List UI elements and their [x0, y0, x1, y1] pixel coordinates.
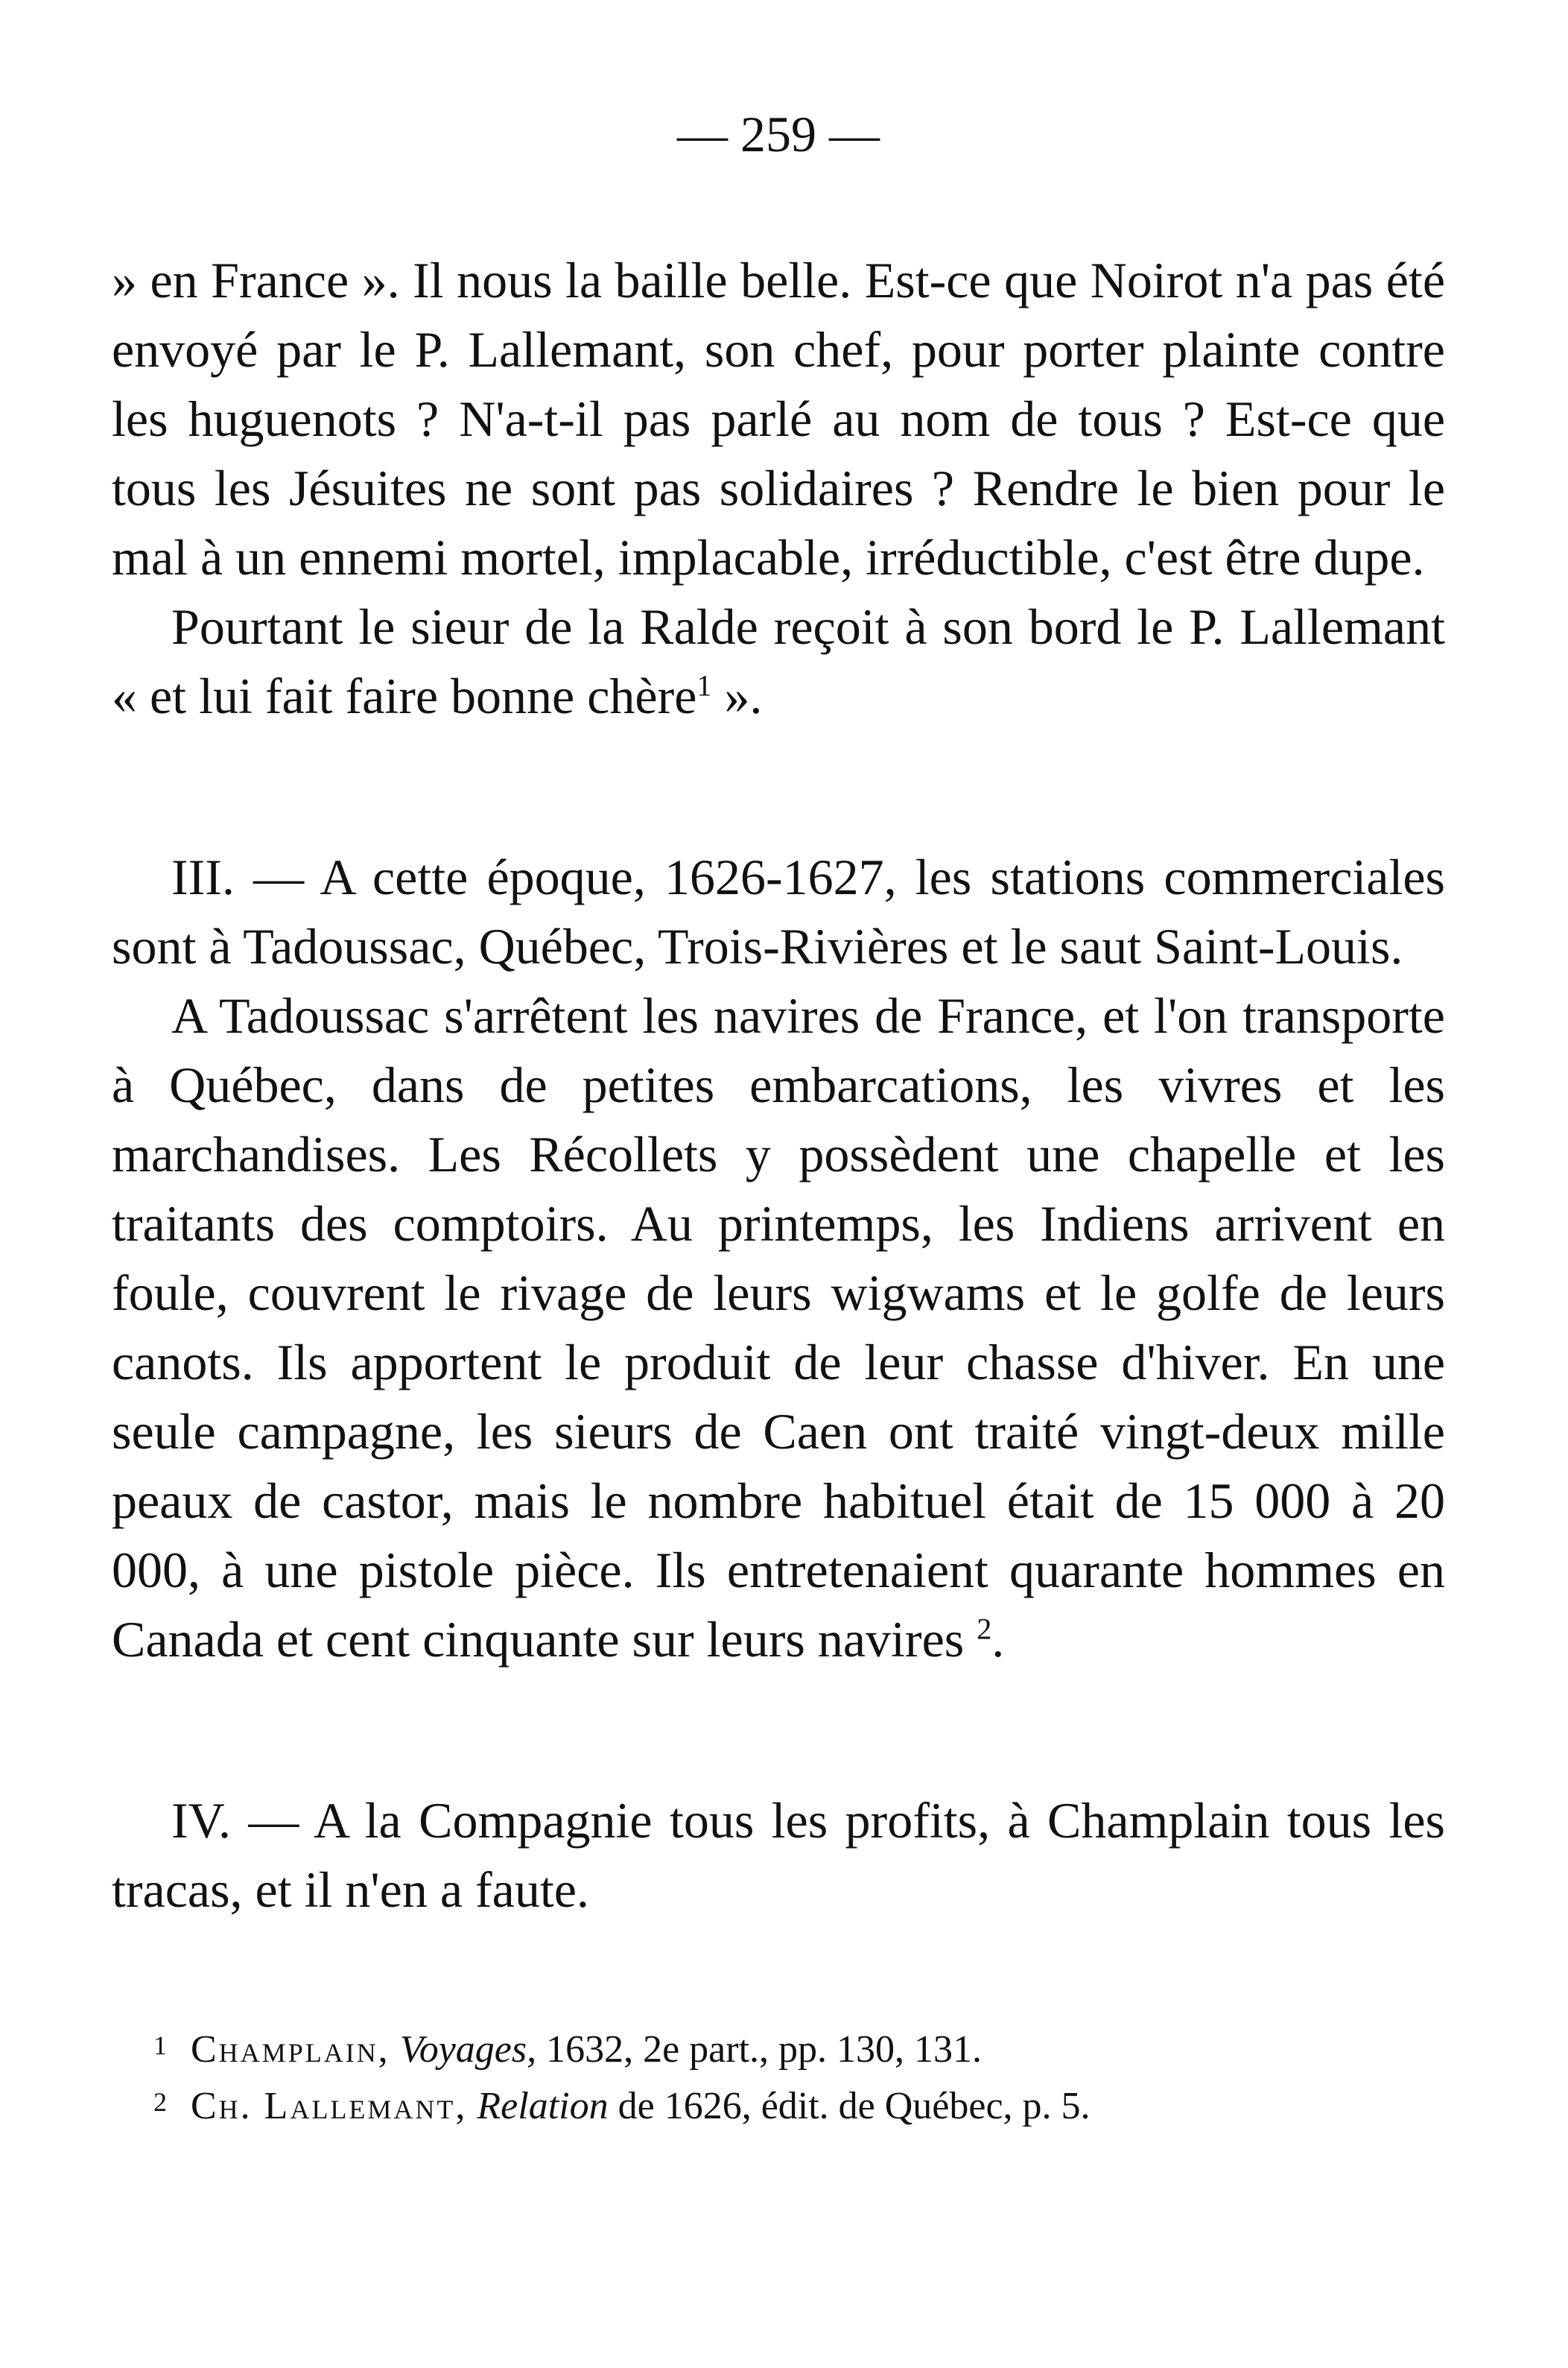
- footnote-ref-1: 1: [696, 668, 712, 703]
- paragraph-1: » en France ». Il nous la baille belle. Est-ce que Noirot n'a pas été envoyé par le P. Lallemant, son chef, pour porter plainte contre les huguenots ? N'a-t-il pas parlé au nom de tous ? Est-ce que tous les Jésuites ne sont pas solidaires ? Rendre le bien pour le mal à un ennemi mortel, implacable, irréductible, c'est être dupe.: [112, 252, 1445, 586]
- footnote-2: [112, 2078, 1445, 2135]
- footnote-1: [112, 2022, 1445, 2078]
- paragraph-2-text: Pourtant le sieur de la Ralde reçoit à son bord le P. Lallemant « et lui fait faire bonne chère: [112, 598, 1445, 724]
- paragraph-tadoussac-end: .: [991, 1611, 1005, 1668]
- section-gap: [112, 1674, 1445, 1786]
- footnotes: [112, 2022, 1445, 2135]
- page-number: — 259 —: [677, 106, 880, 162]
- section-gap: [112, 731, 1445, 843]
- footnote-rest: de 1626, édit. de Québec, p. 5.: [608, 2085, 1091, 2127]
- paragraph-tadoussac: [112, 981, 1445, 1674]
- footnote-rest: 1632, 2e part., pp. 130, 131.: [536, 2028, 983, 2071]
- footnote-ref-2: 2: [977, 1612, 992, 1646]
- paragraph-tadoussac-text: A Tadoussac s'arrêtent les navires de France, et l'on transporte à Québec, dans de petites embarcations, les vivres et les marchandises. Les Récollets y possèdent une chapelle et les traitants des comptoirs. Au printemps, les Indiens arrivent en foule, couvrent le rivage de leurs wigwams et le golfe de leurs canots. Ils apportent le produit de leur chasse d'hiver. En une seule campagne, les sieurs de Caen ont traité vingt-deux mille peaux de castor, mais le nombre habituel était de 15 000 à 20 000, à une pistole pièce. Ils entretenaient quarante hommes en Canada et cent cinquante sur leurs navires: [112, 987, 1445, 1668]
- footnote-author: Champlain,: [191, 2028, 390, 2071]
- section-iv-paragraph: IV. — A la Compagnie tous les profits, à Champlain tous les tracas, et il n'en a faute.: [112, 1792, 1445, 1918]
- footnote-title: Relation: [477, 2085, 609, 2127]
- book-page: [112, 104, 1445, 2135]
- footnote-title: Voyages,: [399, 2028, 537, 2071]
- footnote-text: [153, 2078, 1091, 2135]
- section-iii-paragraph: III. — A cette époque, 1626-1627, les stations commerciales sont à Tadoussac, Québec, Trois-Rivières et le saut Saint-Louis.: [112, 849, 1445, 975]
- footnote-number: 2: [153, 2087, 167, 2117]
- footnote-text: [153, 2022, 982, 2078]
- footnote-number: 1: [153, 2030, 167, 2060]
- paragraph-2: [112, 592, 1445, 731]
- footnote-author: Ch. Lallemant,: [191, 2085, 468, 2127]
- paragraph-2-end: ».: [711, 668, 763, 724]
